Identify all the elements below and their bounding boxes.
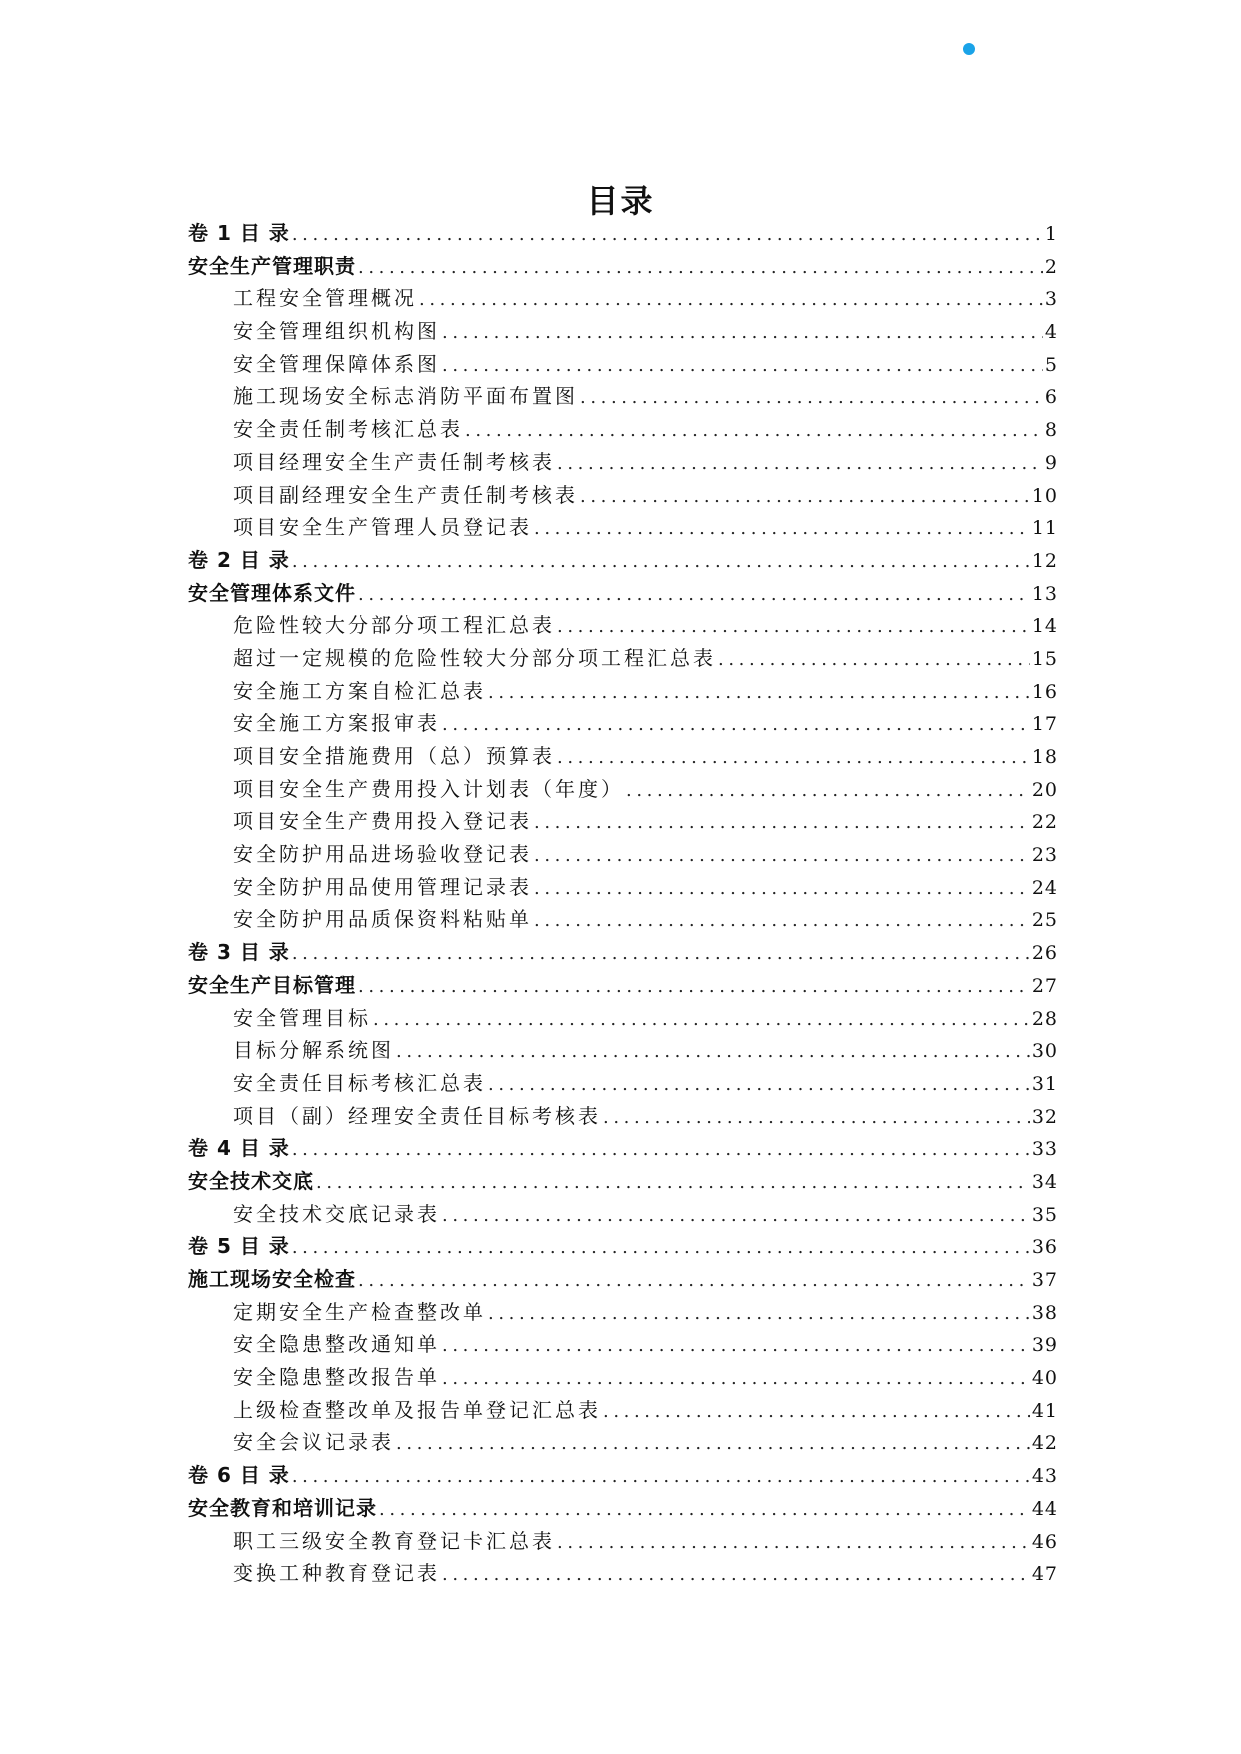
toc-page-number: 22 xyxy=(1031,811,1058,834)
toc-page-number: 8 xyxy=(1044,419,1058,442)
dot-leader xyxy=(396,1433,1030,1454)
dot-leader xyxy=(534,878,1030,899)
toc-page-number: 20 xyxy=(1031,778,1058,801)
toc-entry-label: 卷 6 目 录 xyxy=(188,1463,290,1488)
dot-leader xyxy=(316,1172,1030,1193)
toc-entry[interactable] xyxy=(188,315,1058,348)
toc-page-number: 34 xyxy=(1031,1170,1058,1193)
toc-entry-label: 安全技术交底记录表 xyxy=(233,1201,440,1226)
toc-entry[interactable] xyxy=(188,479,1058,512)
toc-entry-label: 安全隐患整改报告单 xyxy=(233,1365,440,1390)
dot-leader xyxy=(603,1107,1030,1128)
dot-leader xyxy=(358,976,1030,997)
toc-entry[interactable] xyxy=(188,1394,1058,1427)
toc-heading-entry[interactable] xyxy=(188,577,1058,610)
dot-leader xyxy=(379,1499,1030,1520)
toc-entry[interactable] xyxy=(188,1296,1058,1329)
toc-entry-label: 项目安全生产费用投入登记表 xyxy=(233,809,532,834)
dot-leader xyxy=(373,1009,1030,1030)
toc-entry-label: 目标分解系统图 xyxy=(233,1038,394,1063)
toc-entry[interactable] xyxy=(188,871,1058,904)
toc-entry-label: 项目（副）经理安全责任目标考核表 xyxy=(233,1103,601,1128)
toc-heading-entry[interactable] xyxy=(188,969,1058,1002)
toc-entry-label: 项目安全措施费用（总）预算表 xyxy=(233,744,555,768)
toc-page-number: 39 xyxy=(1031,1334,1058,1357)
toc-page-number: 2 xyxy=(1044,255,1058,278)
dot-leader xyxy=(292,943,1030,964)
toc-page-number: 28 xyxy=(1031,1007,1058,1030)
toc-heading-entry[interactable] xyxy=(188,936,1058,969)
toc-page-number: 24 xyxy=(1031,876,1058,899)
toc-page-number: 38 xyxy=(1031,1301,1058,1324)
toc-entry[interactable] xyxy=(188,511,1058,544)
toc-entry[interactable] xyxy=(188,1002,1058,1035)
toc-entry-label: 职工三级安全教育登记卡汇总表 xyxy=(233,1528,555,1553)
dot-leader xyxy=(557,1532,1030,1553)
toc-page-number: 33 xyxy=(1031,1138,1058,1161)
toc-page-number: 18 xyxy=(1031,746,1058,768)
dot-leader xyxy=(557,453,1043,474)
toc-entry-label: 安全施工方案报审表 xyxy=(233,711,440,736)
toc-entry[interactable] xyxy=(188,1525,1058,1558)
page-title: 目录 xyxy=(586,182,655,221)
toc-entry-label: 项目副经理安全生产责任制考核表 xyxy=(233,482,578,507)
dot-leader xyxy=(534,518,1030,539)
dot-leader xyxy=(419,289,1043,310)
toc-entry-label: 施工现场安全标志消防平面布置图 xyxy=(233,384,578,409)
toc-entry[interactable] xyxy=(188,773,1058,806)
toc-entry[interactable] xyxy=(188,1198,1058,1231)
dot-leader xyxy=(488,1074,1030,1095)
dot-leader xyxy=(718,649,1030,670)
toc-heading-entry[interactable] xyxy=(188,544,1058,577)
toc-entry-label: 安全施工方案自检汇总表 xyxy=(233,678,486,703)
toc-page-number: 35 xyxy=(1031,1203,1058,1226)
toc-page-number: 9 xyxy=(1044,451,1058,474)
toc-entry[interactable] xyxy=(188,609,1058,642)
toc-entry-label: 定期安全生产检查整改单 xyxy=(233,1299,486,1324)
toc-page-number: 36 xyxy=(1031,1236,1058,1259)
toc-entry-label: 安全技术交底 xyxy=(188,1168,314,1193)
toc-page-number: 23 xyxy=(1031,844,1058,867)
dot-leader xyxy=(396,1041,1030,1062)
toc-page-number: 30 xyxy=(1031,1040,1058,1063)
toc-page-number: 41 xyxy=(1031,1399,1058,1422)
toc-entry-label: 项目安全生产管理人员登记表 xyxy=(233,515,532,540)
toc-page-number: 37 xyxy=(1031,1269,1058,1291)
toc-entry-label: 安全生产目标管理 xyxy=(188,972,356,997)
toc-page-number: 16 xyxy=(1031,680,1058,703)
toc-heading-entry[interactable] xyxy=(188,1165,1058,1198)
toc-page-number: 13 xyxy=(1031,582,1058,605)
toc-entry-label: 安全防护用品质保资料粘贴单 xyxy=(233,907,532,932)
toc-entry-label: 卷 3 目 录 xyxy=(188,940,290,965)
toc-page-number: 14 xyxy=(1031,615,1058,638)
toc-page-number: 43 xyxy=(1031,1465,1058,1488)
dot-leader xyxy=(292,1466,1030,1487)
toc-page-number: 42 xyxy=(1031,1432,1058,1455)
dot-leader xyxy=(442,355,1043,376)
toc-page-number: 15 xyxy=(1031,647,1058,670)
dot-leader xyxy=(442,1205,1030,1226)
dot-leader xyxy=(557,616,1030,637)
toc-entry[interactable] xyxy=(188,380,1058,413)
toc-page-number: 3 xyxy=(1044,288,1058,311)
toc-page-number: 40 xyxy=(1031,1367,1058,1390)
dot-leader xyxy=(534,845,1030,866)
toc-entry[interactable] xyxy=(188,1034,1058,1067)
toc-entry[interactable] xyxy=(188,740,1058,773)
toc-entry[interactable] xyxy=(188,1100,1058,1133)
dot-leader xyxy=(580,387,1043,408)
toc-entry[interactable] xyxy=(188,446,1058,479)
toc-page-number: 11 xyxy=(1031,517,1058,540)
dot-leader xyxy=(358,584,1030,605)
toc-entry[interactable] xyxy=(188,707,1058,740)
dot-leader xyxy=(292,224,1043,245)
dot-leader xyxy=(488,682,1030,703)
toc-entry[interactable] xyxy=(188,1557,1058,1590)
toc-entry-label: 安全隐患整改通知单 xyxy=(233,1332,440,1357)
toc-entry-label: 卷 2 目 录 xyxy=(188,547,290,572)
dot-leader xyxy=(442,714,1030,735)
toc-page-number: 27 xyxy=(1031,974,1058,997)
toc-entry-label: 工程安全管理概况 xyxy=(233,286,417,311)
toc-page-number: 47 xyxy=(1031,1563,1058,1586)
dot-leader xyxy=(626,780,1030,801)
dot-leader xyxy=(292,1139,1030,1160)
toc-entry[interactable] xyxy=(188,805,1058,838)
toc-entry-label: 项目经理安全生产责任制考核表 xyxy=(233,449,555,474)
toc-entry[interactable] xyxy=(188,838,1058,871)
toc-page-number: 5 xyxy=(1044,353,1058,376)
toc-heading-entry[interactable] xyxy=(188,1132,1058,1165)
toc-page-number: 31 xyxy=(1031,1072,1058,1095)
dot-leader xyxy=(358,257,1043,278)
toc-entry[interactable] xyxy=(188,413,1058,446)
blue-dot-marker xyxy=(963,43,975,55)
dot-leader xyxy=(292,551,1030,572)
toc-page-number: 12 xyxy=(1031,549,1058,572)
toc-page-number: 10 xyxy=(1031,484,1058,507)
dot-leader xyxy=(488,1303,1030,1324)
toc-entry-label: 安全会议记录表 xyxy=(233,1430,394,1455)
dot-leader xyxy=(358,1270,1030,1291)
toc-entry[interactable] xyxy=(188,348,1058,381)
toc-heading-entry[interactable] xyxy=(188,1459,1058,1492)
toc-entry-label: 安全教育和培训记录 xyxy=(188,1495,377,1520)
toc-heading-entry[interactable] xyxy=(188,1263,1058,1296)
toc-entry[interactable] xyxy=(188,675,1058,708)
toc-entry[interactable] xyxy=(188,282,1058,315)
toc-page-number: 6 xyxy=(1044,386,1058,409)
toc-page-number: 26 xyxy=(1031,942,1058,965)
dot-leader xyxy=(534,812,1030,833)
toc-entry-label: 变换工种教育登记表 xyxy=(233,1561,440,1586)
toc-entry-label: 安全防护用品进场验收登记表 xyxy=(233,842,532,867)
table-of-contents xyxy=(188,217,1058,1590)
toc-heading-entry[interactable] xyxy=(188,217,1058,250)
toc-entry-label: 卷 1 目 录 xyxy=(188,221,290,245)
toc-page-number: 46 xyxy=(1031,1530,1058,1553)
dot-leader xyxy=(442,1368,1030,1389)
toc-entry-label: 超过一定规模的危险性较大分部分项工程汇总表 xyxy=(233,645,716,670)
toc-heading-entry[interactable] xyxy=(188,1230,1058,1263)
dot-leader xyxy=(603,1401,1030,1422)
toc-entry[interactable] xyxy=(188,642,1058,675)
toc-entry-label: 危险性较大分部分项工程汇总表 xyxy=(233,613,555,638)
toc-entry-label: 安全管理组织机构图 xyxy=(233,319,440,344)
dot-leader xyxy=(442,1564,1030,1585)
toc-entry-label: 安全管理目标 xyxy=(233,1005,371,1030)
toc-page-number: 1 xyxy=(1044,223,1058,245)
toc-page-number: 4 xyxy=(1044,321,1058,344)
toc-entry-label: 安全管理保障体系图 xyxy=(233,351,440,376)
toc-entry[interactable] xyxy=(188,1067,1058,1100)
toc-page-number: 44 xyxy=(1031,1497,1058,1520)
toc-entry-label: 项目安全生产费用投入计划表（年度） xyxy=(233,776,624,801)
toc-page-number: 32 xyxy=(1031,1105,1058,1128)
toc-entry[interactable] xyxy=(188,1426,1058,1459)
toc-heading-entry[interactable] xyxy=(188,250,1058,283)
toc-entry-label: 卷 5 目 录 xyxy=(188,1234,290,1259)
toc-entry-label: 安全管理体系文件 xyxy=(188,580,356,605)
dot-leader xyxy=(557,747,1030,768)
toc-page-number: 17 xyxy=(1031,713,1058,736)
toc-entry-label: 安全责任目标考核汇总表 xyxy=(233,1070,486,1095)
dot-leader xyxy=(442,1335,1030,1356)
toc-entry-label: 安全生产管理职责 xyxy=(188,253,356,278)
dot-leader xyxy=(534,910,1030,931)
toc-entry[interactable] xyxy=(188,903,1058,936)
dot-leader xyxy=(580,486,1030,507)
toc-entry-label: 卷 4 目 录 xyxy=(188,1136,290,1161)
toc-entry[interactable] xyxy=(188,1328,1058,1361)
toc-entry-label: 上级检查整改单及报告单登记汇总表 xyxy=(233,1397,601,1422)
dot-leader xyxy=(292,1237,1030,1258)
dot-leader xyxy=(442,322,1043,343)
dot-leader xyxy=(465,420,1043,441)
toc-page-number: 25 xyxy=(1031,909,1058,932)
toc-entry-label: 安全防护用品使用管理记录表 xyxy=(233,874,532,899)
toc-entry-label: 安全责任制考核汇总表 xyxy=(233,417,463,442)
toc-entry-label: 施工现场安全检查 xyxy=(188,1267,356,1291)
toc-heading-entry[interactable] xyxy=(188,1492,1058,1525)
toc-entry[interactable] xyxy=(188,1361,1058,1394)
